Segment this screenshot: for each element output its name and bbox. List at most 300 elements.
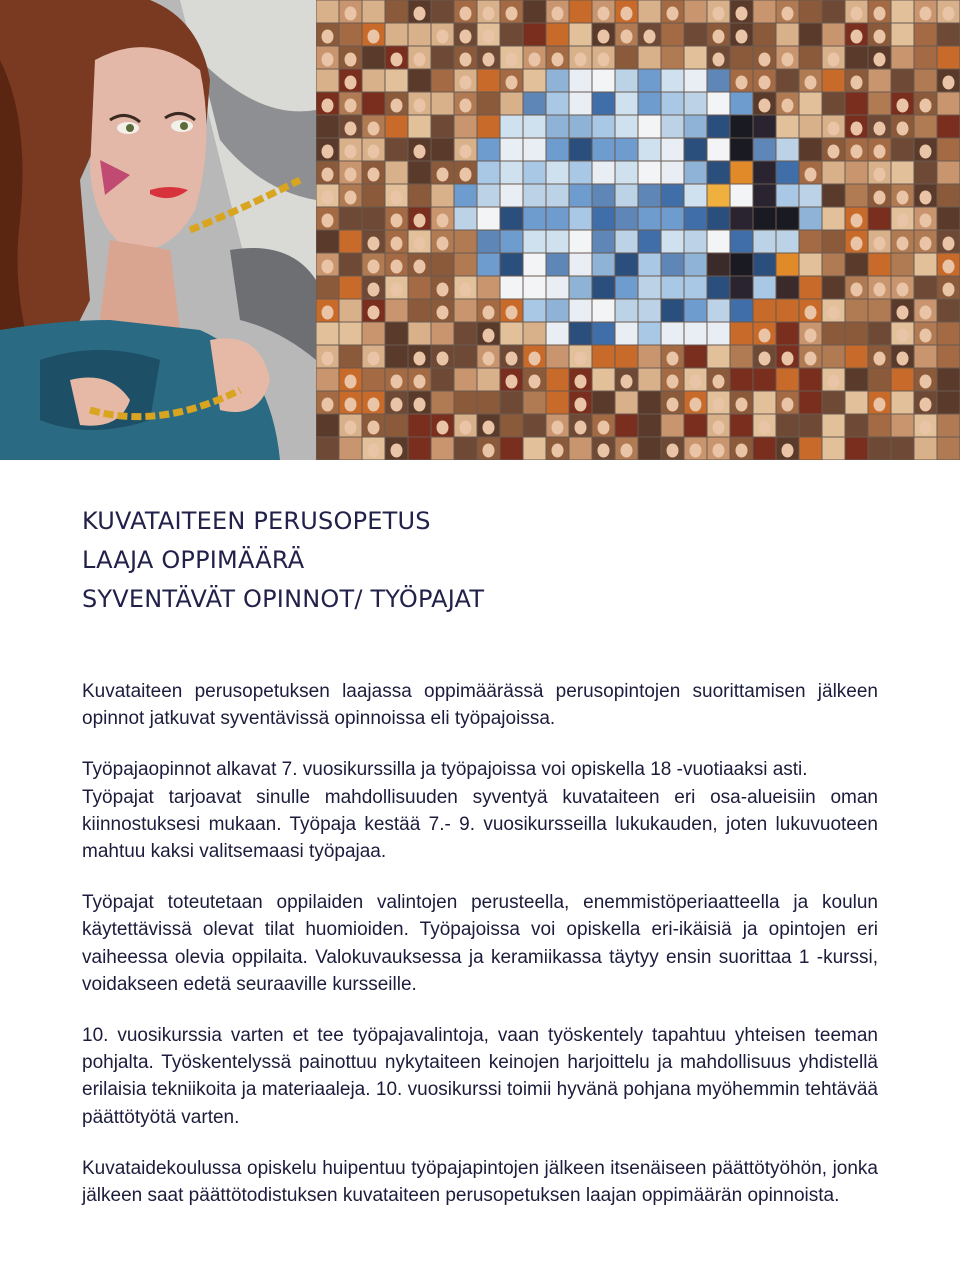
mosaic-tile [547,116,569,138]
mosaic-tile [777,162,799,184]
mosaic-tile [524,208,546,230]
mosaic-face [598,444,610,458]
mosaic-tile [478,254,500,276]
mosaic-tile [616,139,638,161]
mosaic-face [483,306,495,320]
mosaic-face [391,444,403,458]
mosaic-tile [662,254,684,276]
mosaic-tile [938,392,960,414]
mosaic-face [368,122,380,136]
mosaic-tile [616,323,638,345]
mosaic-tile [501,415,523,437]
mosaic-tile [708,162,730,184]
mosaic-face [851,214,863,228]
mosaic-tile [340,438,362,460]
mosaic-face [759,421,771,435]
mosaic-face [805,306,817,320]
mosaic-tile [800,254,822,276]
mosaic-tile [570,277,592,299]
mosaic-tile [892,162,914,184]
mosaic-tile [938,116,960,138]
mosaic-tile [363,70,385,92]
mosaic-tile [892,24,914,46]
mosaic-face [437,352,449,366]
mosaic-tile [501,116,523,138]
mosaic-tile [777,323,799,345]
mosaic-tile [915,438,937,460]
mosaic-tile [662,139,684,161]
mosaic-tile [892,1,914,23]
mosaic-face [483,329,495,343]
mosaic-tile [708,231,730,253]
mosaic-tile [501,323,523,345]
mosaic-tile [639,277,661,299]
mosaic-tile [708,70,730,92]
mosaic-face [874,352,886,366]
mosaic-tile [846,254,868,276]
mosaic-tile [524,116,546,138]
mosaic-face [552,421,564,435]
mosaic-face [345,7,357,21]
mosaic-tile [892,47,914,69]
heading-line-2: LAAJA OPPIMÄÄRÄ [82,546,305,574]
mosaic-tile [662,162,684,184]
mosaic-face [391,191,403,205]
mosaic-tile [777,254,799,276]
mosaic-tile [501,231,523,253]
mosaic-face [690,375,702,389]
mosaic-tile [662,300,684,322]
mosaic-tile [662,70,684,92]
mosaic-face [483,7,495,21]
mosaic-tile [616,300,638,322]
mosaic-tile [547,254,569,276]
mosaic-tile [938,208,960,230]
mosaic-tile [478,185,500,207]
mosaic-face [690,398,702,412]
mosaic-face [874,237,886,251]
mosaic-tile [800,208,822,230]
mosaic-tile [409,70,431,92]
mosaic-tile [363,1,385,23]
mosaic-tile [754,116,776,138]
mosaic-tile [478,162,500,184]
mosaic-tile [708,139,730,161]
mosaic-face [575,421,587,435]
mosaic-tile [708,208,730,230]
mosaic-tile [915,346,937,368]
mosaic-tile [823,346,845,368]
mosaic-tile [800,1,822,23]
mosaic-tile [823,162,845,184]
mosaic-tile [455,116,477,138]
mosaic-face [437,214,449,228]
mosaic-tile [409,415,431,437]
mosaic-tile [639,323,661,345]
mosaic-tile [593,277,615,299]
mosaic-tile [823,24,845,46]
mosaic-tile [317,323,339,345]
mosaic-tile [547,277,569,299]
mosaic-face [345,421,357,435]
mosaic-tile [455,254,477,276]
mosaic-face [874,145,886,159]
mosaic-face [920,375,932,389]
mosaic-tile [386,24,408,46]
mosaic-tile [409,24,431,46]
mosaic-tile [915,116,937,138]
mosaic-tile [823,323,845,345]
mosaic-face [391,260,403,274]
mosaic-face [805,329,817,343]
mosaic-tile [386,1,408,23]
mosaic-tile [800,116,822,138]
mosaic-tile [731,300,753,322]
mosaic-face [874,53,886,67]
mosaic-tile [478,208,500,230]
mosaic-face [920,306,932,320]
mosaic-tile [363,208,385,230]
mosaic-face [437,237,449,251]
mosaic-face [368,145,380,159]
mosaic-tile [869,70,891,92]
mosaic-tile [616,392,638,414]
mosaic-tile [524,254,546,276]
mosaic-tile [547,231,569,253]
mosaic-tile [754,300,776,322]
mosaic-face [414,260,426,274]
mosaic-tile [501,93,523,115]
mosaic-tile [938,369,960,391]
mosaic-tile [639,254,661,276]
mosaic-tile [800,139,822,161]
mosaic-tile [708,277,730,299]
mosaic-face [483,352,495,366]
mosaic-tile [731,277,753,299]
mosaic-face [460,145,472,159]
mosaic-face [782,398,794,412]
mosaic-face [920,214,932,228]
mosaic-tile [708,116,730,138]
mosaic-face [943,283,955,297]
mosaic-tile [639,47,661,69]
mosaic-face [437,283,449,297]
mosaic-tile [547,208,569,230]
mosaic-face [391,398,403,412]
mosaic-tile [708,93,730,115]
mosaic-tile [340,24,362,46]
mosaic-tile [938,415,960,437]
mosaic-tile [892,438,914,460]
mosaic-face [943,260,955,274]
mosaic-face [414,375,426,389]
mosaic-tile [432,47,454,69]
mosaic-tile [846,323,868,345]
mosaic-tile [501,162,523,184]
mosaic-tile [777,208,799,230]
mosaic-tile [317,1,339,23]
heading-block [82,502,902,619]
mosaic-face [897,122,909,136]
mosaic-tile [731,208,753,230]
mosaic-face [759,99,771,113]
mosaic-tile [593,231,615,253]
mosaic-tile [616,116,638,138]
mosaic-tile [593,70,615,92]
mosaic-face [759,53,771,67]
mosaic-tile [938,438,960,460]
mosaic-tile [685,24,707,46]
mosaic-tile [938,139,960,161]
mosaic-tile [547,323,569,345]
photo-mosaic [316,0,960,460]
mosaic-tile [708,323,730,345]
mosaic-tile [432,254,454,276]
mosaic-tile [570,24,592,46]
mosaic-face [460,99,472,113]
mosaic-face [874,7,886,21]
mosaic-tile [639,369,661,391]
mosaic-tile [409,116,431,138]
mosaic-face [644,30,656,44]
mosaic-face [345,191,357,205]
mosaic-tile [754,254,776,276]
mosaic-tile [754,392,776,414]
mosaic-tile [685,300,707,322]
mosaic-tile [823,185,845,207]
mosaic-face [897,352,909,366]
mosaic-tile [662,116,684,138]
mosaic-face [598,53,610,67]
body-text [82,678,878,1233]
mosaic-tile [593,300,615,322]
mosaic-face [690,444,702,458]
mosaic-face [529,352,541,366]
mosaic-tile [616,346,638,368]
mosaic-tile [685,208,707,230]
mosaic-face [322,214,334,228]
mosaic-tile [892,369,914,391]
mosaic-tile [570,116,592,138]
mosaic-tile [800,185,822,207]
mosaic-tile [547,93,569,115]
mosaic-tile [570,1,592,23]
mosaic-face [759,76,771,90]
mosaic-tile [432,70,454,92]
mosaic-tile [524,185,546,207]
mosaic-face [345,168,357,182]
mosaic-tile [363,185,385,207]
mosaic-face [529,53,541,67]
mosaic-face [782,444,794,458]
mosaic-face [920,329,932,343]
mosaic-tile [777,231,799,253]
mosaic-tile [547,24,569,46]
mosaic-tile [524,231,546,253]
mosaic-tile [892,415,914,437]
mosaic-tile [593,208,615,230]
mosaic-face [851,145,863,159]
mosaic-tile [915,254,937,276]
mosaic-tile [639,208,661,230]
mosaic-tile [501,24,523,46]
mosaic-face [920,191,932,205]
mosaic-face [552,7,564,21]
mosaic-face [322,145,334,159]
mosaic-tile [455,300,477,322]
mosaic-tile [777,116,799,138]
mosaic-face [506,352,518,366]
mosaic-tile [846,415,868,437]
mosaic-tile [409,438,431,460]
mosaic-tile [409,277,431,299]
mosaic-face [460,168,472,182]
mosaic-face [851,76,863,90]
mosaic-tile [616,93,638,115]
mosaic-tile [938,47,960,69]
mosaic-tile [662,93,684,115]
mosaic-face [828,145,840,159]
mosaic-face [667,375,679,389]
mosaic-tile [731,346,753,368]
mosaic-tile [731,231,753,253]
paragraph-intro: Kuvataiteen perusopetuksen laajassa oppimäärässä perusopintojen suorittamisen jälkeen opinnot jatkuvat syventävissä opinnoissa eli työpajoissa. [82,681,878,730]
mosaic-tile [662,231,684,253]
mosaic-tile [869,300,891,322]
mosaic-face [874,283,886,297]
mosaic-tile [685,93,707,115]
mosaic-tile [754,185,776,207]
mosaic-face [460,76,472,90]
mosaic-face [874,168,886,182]
mosaic-tile [501,277,523,299]
mosaic-face [322,398,334,412]
mosaic-face [460,53,472,67]
mosaic-face [782,352,794,366]
mosaic-face [897,329,909,343]
mosaic-tile [800,392,822,414]
mosaic-face [414,214,426,228]
mosaic-face [322,352,334,366]
mosaic-face [368,421,380,435]
mosaic-tile [708,254,730,276]
mosaic-face [368,306,380,320]
mosaic-tile [593,93,615,115]
mosaic-tile [685,346,707,368]
mosaic-tile [777,277,799,299]
mosaic-face [897,99,909,113]
mosaic-tile [478,277,500,299]
mosaic-tile [639,139,661,161]
mosaic-face [368,168,380,182]
mosaic-tile [846,346,868,368]
mosaic-face [805,76,817,90]
mosaic-tile [639,438,661,460]
paragraph-workshops: Työpajat tarjoavat sinulle mahdollisuuden syventyä kuvataiteen eri osa-alueisiin oman kiinnostuksesi mukaan. Työpaja kestää 7.- 9. vuosikursseilla lukukauden, joten lukuvuoteen mahtuu kaksi valitsemaasi työpajaa. [82,786,878,863]
mosaic-tile [639,93,661,115]
mosaic-face [414,145,426,159]
mosaic-tile [570,93,592,115]
mosaic-face [667,444,679,458]
mosaic-tile [547,300,569,322]
mosaic-tile [892,70,914,92]
mosaic-face [667,398,679,412]
mosaic-tile [616,70,638,92]
mosaic-tile [662,47,684,69]
mosaic-face [368,237,380,251]
mosaic-face [322,53,334,67]
mosaic-tile [846,185,868,207]
mosaic-tile [570,254,592,276]
mosaic-tile [639,116,661,138]
mosaic-tile [317,277,339,299]
mosaic-face [713,7,725,21]
mosaic-face [437,168,449,182]
mosaic-face [828,122,840,136]
mosaic-tile [501,185,523,207]
mosaic-face [851,237,863,251]
mosaic-face [414,237,426,251]
mosaic-tile [892,139,914,161]
mosaic-tile [639,231,661,253]
mosaic-tile [800,93,822,115]
mosaic-tile [846,392,868,414]
mosaic-face [621,375,633,389]
mosaic-tile [386,70,408,92]
mosaic-tile [639,392,661,414]
mosaic-tile [777,24,799,46]
mosaic-tile [754,231,776,253]
mosaic-face [345,145,357,159]
mosaic-face [897,306,909,320]
heading-line-1: KUVATAITEEN PERUSOPETUS [82,507,431,535]
mosaic-tile [478,116,500,138]
mosaic-tile [570,70,592,92]
mosaic-face [943,76,955,90]
mosaic-tile [593,323,615,345]
mosaic-tile [547,392,569,414]
paragraph-tenth-grade: 10. vuosikurssia varten et tee työpajavalintoja, vaan työskentely tapahtuu yhteisen teeman pohjalta. Työskentelyssä painottuu nykytaiteen keinojen harjoittelu ja mahdollisuus yhdistellä erilaisia tekniikoita ja materiaaleja. 10. vuosikurssi toimii hyvänä pohjana myöhemmin tehtävää päättötyötä varten. [82,1025,878,1128]
mosaic-tile [386,116,408,138]
mosaic-tile [915,162,937,184]
mosaic-face [805,352,817,366]
mosaic-face [322,306,334,320]
mosaic-tile [938,162,960,184]
mosaic-face [368,260,380,274]
mosaic-tile [478,392,500,414]
mosaic-tile [340,254,362,276]
mosaic-tile [570,231,592,253]
mosaic-tile [869,254,891,276]
mosaic-tile [524,300,546,322]
mosaic-tile [800,277,822,299]
mosaic-face [713,30,725,44]
mosaic-tile [754,139,776,161]
mosaic-tile [800,231,822,253]
mosaic-tile [731,162,753,184]
mosaic-face [874,122,886,136]
mosaic-tile [547,346,569,368]
mosaic-face [598,7,610,21]
mosaic-tile [593,162,615,184]
mosaic-tile [593,369,615,391]
mosaic-tile [409,323,431,345]
mosaic-tile [501,139,523,161]
mosaic-tile [846,93,868,115]
mosaic-tile [386,415,408,437]
mosaic-tile [432,438,454,460]
mosaic-tile [432,1,454,23]
